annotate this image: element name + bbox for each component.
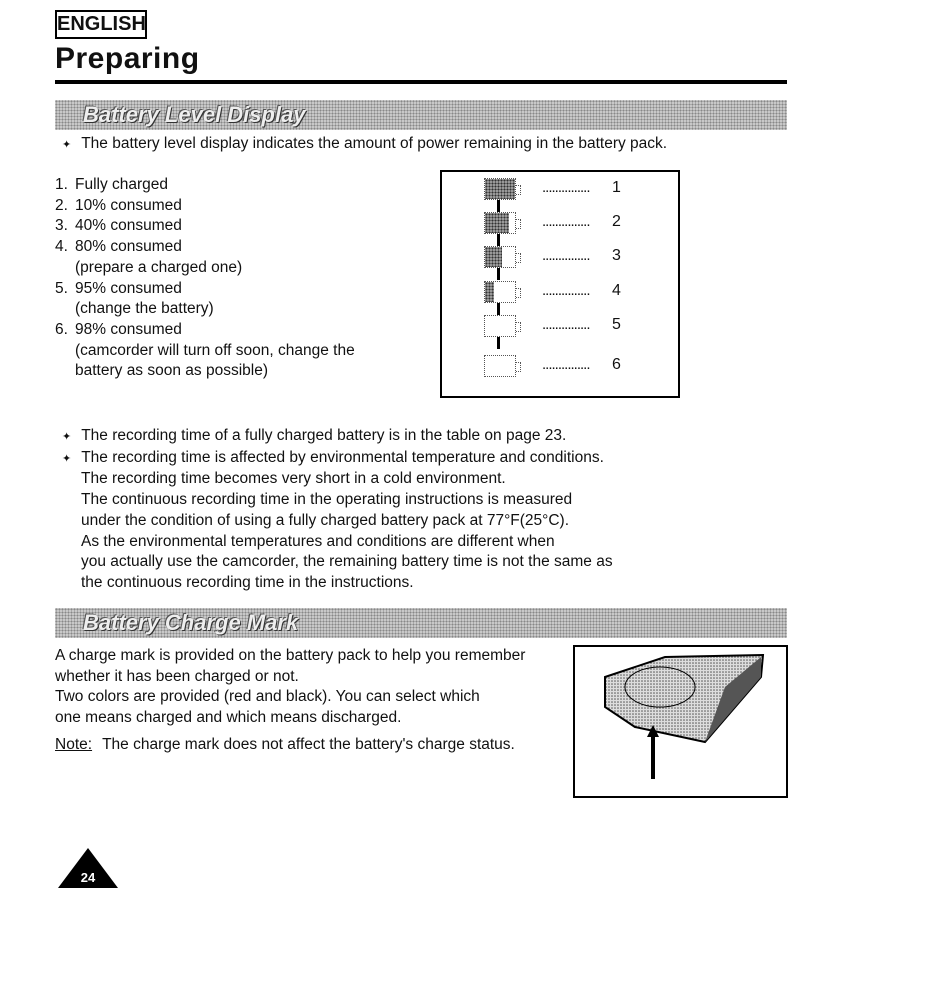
level-item — [55, 320, 435, 382]
section-heading-text: Battery Level Display — [83, 102, 306, 127]
level-text: 10% consumed — [75, 196, 182, 214]
paragraph-line: The recording time becomes very short in a cold environment. — [81, 470, 506, 488]
battery-pack-illustration — [573, 645, 788, 798]
level-label: 1 — [612, 179, 621, 196]
level-number: 2. — [55, 196, 68, 214]
charge-mark-text — [55, 646, 565, 756]
paragraph-line: under the condition of using a fully charged battery pack at 77°F(25°C). — [81, 511, 570, 529]
level-label: 5 — [612, 316, 621, 333]
level-number: 5. — [55, 279, 68, 297]
battery-pack-icon — [575, 647, 786, 796]
recording-paragraph — [62, 469, 762, 593]
page-title: Preparing — [55, 42, 200, 75]
level-number: 3. — [55, 217, 68, 235]
level-note: (change the battery) — [75, 300, 214, 318]
level-item — [55, 279, 435, 320]
down-arrow-icon — [497, 337, 500, 349]
battery-level-icon — [484, 315, 516, 337]
battery-level-icon — [484, 355, 516, 377]
level-label: 4 — [612, 282, 621, 299]
battery-level-icon — [484, 246, 516, 268]
level-text: 95% consumed — [75, 279, 182, 297]
title-rule — [55, 80, 787, 84]
battery-level-icon — [484, 178, 516, 200]
intro-text: The battery level display indicates the amount of power remaining in the battery pack. — [81, 135, 668, 152]
paragraph-line: whether it has been charged or not. — [55, 667, 299, 685]
paragraph-line: A charge mark is provided on the battery pack to help you remember — [55, 647, 526, 664]
level-label: 6 — [612, 356, 621, 373]
note-text: The charge mark does not affect the battery's charge status. — [102, 735, 515, 753]
level-label: 3 — [612, 247, 621, 264]
section-heading-charge-mark — [55, 608, 787, 638]
level-label: 2 — [612, 213, 621, 230]
battery-level-diagram — [440, 170, 680, 398]
level-text: 98% consumed — [75, 320, 182, 338]
note-bullet — [62, 448, 762, 470]
level-list — [55, 175, 435, 382]
level-item — [55, 216, 435, 237]
down-arrow-icon — [497, 268, 500, 280]
down-arrow-icon — [497, 303, 500, 315]
bullet-icon: ✦ — [62, 431, 72, 443]
leader-dots: ............... — [542, 282, 590, 299]
paragraph-line: one means charged and which means discharged. — [55, 709, 402, 727]
page-number: 24 — [80, 870, 96, 885]
note-bullet — [62, 426, 762, 448]
notes — [62, 426, 762, 594]
level-item — [55, 175, 435, 196]
bullet-icon: ✦ — [62, 139, 72, 151]
level-note: (prepare a charged one) — [75, 258, 243, 276]
paragraph-line: the continuous recording time in the instructions. — [81, 573, 414, 591]
note-text: The recording time of a fully charged battery is in the table on page 23. — [81, 427, 567, 444]
level-number: 1. — [55, 176, 68, 193]
level-text: Fully charged — [75, 176, 169, 193]
leader-dots: ............... — [542, 247, 590, 264]
paragraph-line: As the environmental temperatures and conditions are different when — [81, 532, 555, 550]
intro-bullet — [62, 134, 667, 156]
leader-dots: ............... — [542, 356, 590, 373]
leader-dots: ............... — [542, 213, 590, 230]
paragraph-line: Two colors are provided (red and black). You can select which — [55, 688, 480, 706]
note-label: Note: — [55, 735, 93, 753]
language-label: ENGLISH — [55, 10, 147, 39]
level-note: (camcorder will turn off soon, change the battery as soon as possible) — [75, 341, 355, 380]
note — [55, 735, 565, 756]
level-number: 4. — [55, 238, 68, 256]
leader-dots: ............... — [542, 316, 590, 333]
down-arrow-icon — [497, 234, 500, 246]
paragraph-line: The continuous recording time in the operating instructions is measured — [81, 491, 573, 509]
paragraph-line: you actually use the camcorder, the remaining battery time is not the same as — [81, 553, 613, 571]
bullet-icon: ✦ — [62, 452, 72, 465]
section-heading-text: Battery Charge Mark — [83, 610, 299, 635]
battery-level-icon — [484, 212, 516, 234]
level-number: 6. — [55, 320, 68, 338]
down-arrow-icon — [497, 200, 500, 212]
note-text: The recording time is affected by environmental temperature and conditions. — [81, 448, 604, 466]
level-item — [55, 237, 435, 278]
level-item — [55, 196, 435, 217]
level-text: 80% consumed — [75, 238, 182, 256]
level-text: 40% consumed — [75, 217, 182, 235]
battery-level-icon — [484, 281, 516, 303]
section-heading-battery-level — [55, 100, 787, 130]
leader-dots: ............... — [542, 179, 590, 196]
